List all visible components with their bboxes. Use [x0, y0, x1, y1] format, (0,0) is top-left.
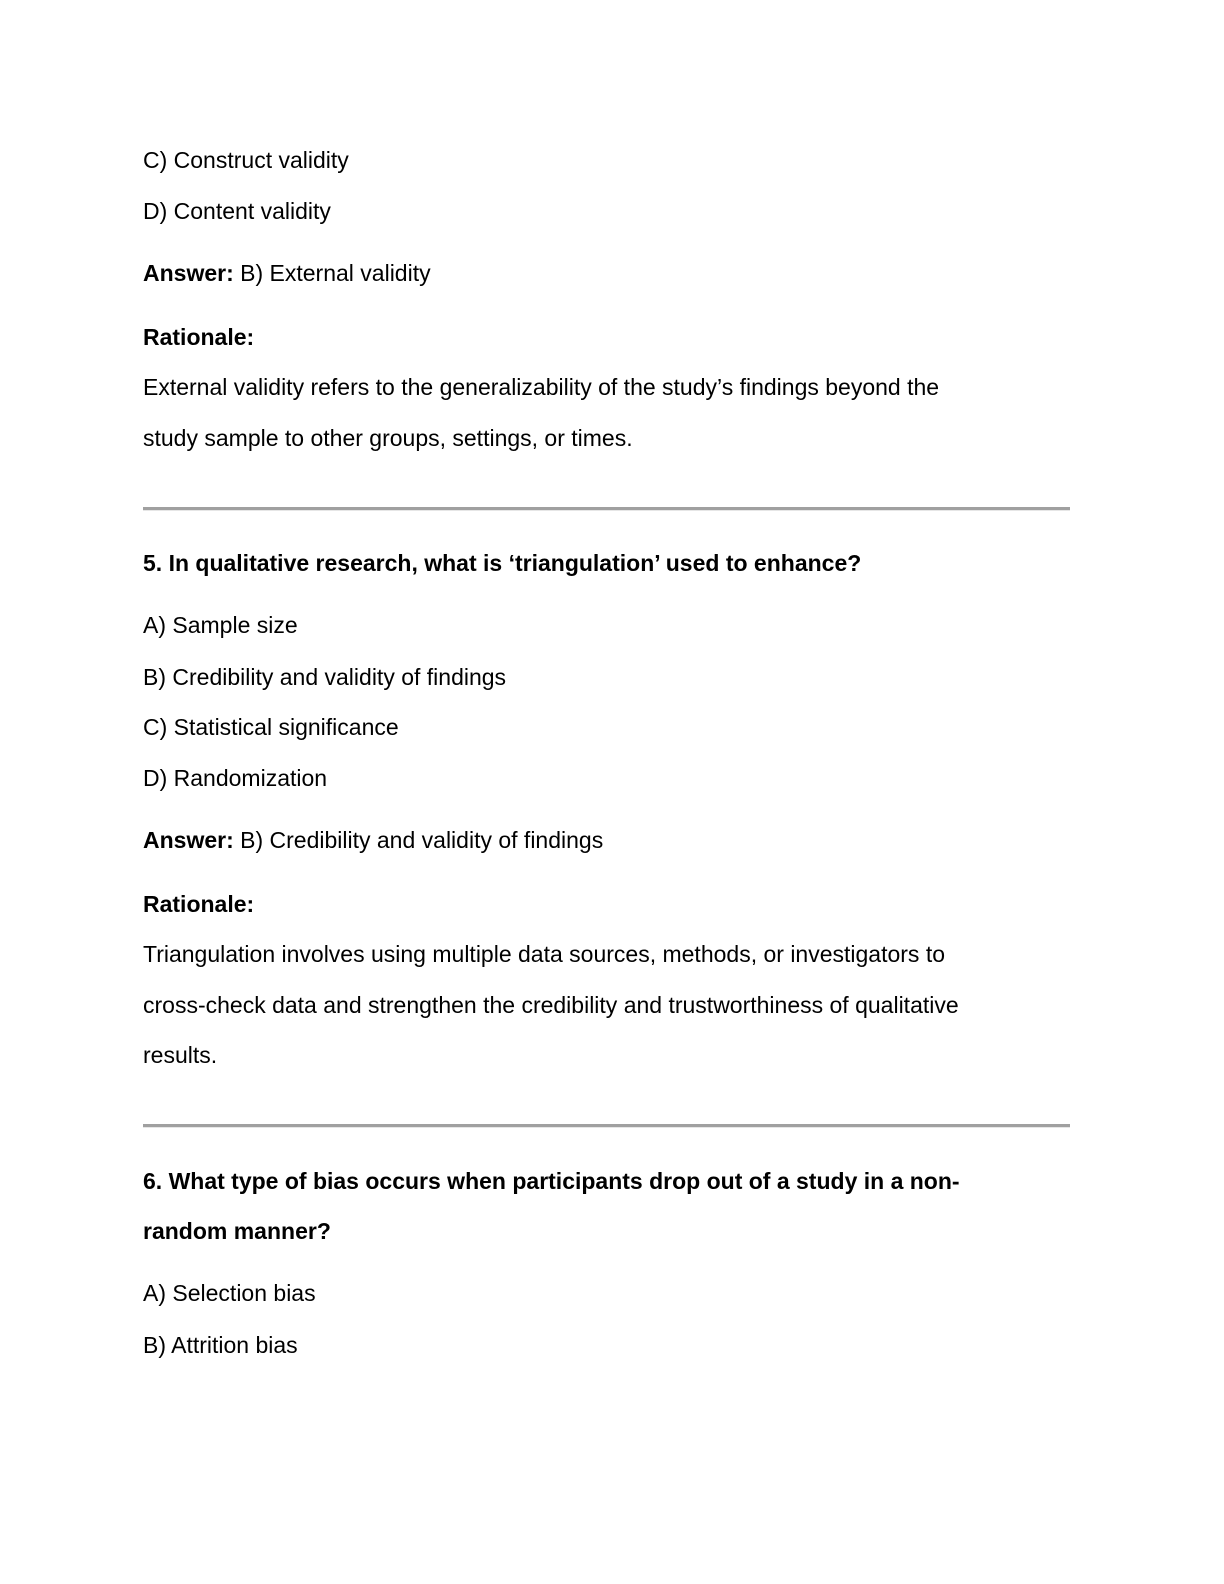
- q5-option-c: C) Statistical significance: [143, 714, 399, 740]
- q5-option-a: A) Sample size: [143, 612, 298, 638]
- q6-question-line-1: 6. What type of bias occurs when participants drop out of a study in a non-: [143, 1168, 960, 1194]
- q5-rationale-line-3: results.: [143, 1042, 218, 1068]
- q5-question: 5. In qualitative research, what is ‘triangulation’ used to enhance?: [143, 550, 862, 576]
- q5-option-b: B) Credibility and validity of findings: [143, 664, 507, 690]
- section-divider-2: [143, 1124, 1070, 1128]
- q4-answer: [143, 258, 431, 288]
- q6-option-b: B) Attrition bias: [143, 1332, 298, 1358]
- q4-rationale-line-2: study sample to other groups, settings, or times.: [143, 425, 633, 451]
- q5-rationale-line-2: cross-check data and strengthen the credibility and trustworthiness of qualitative: [143, 992, 959, 1018]
- q6-option-a: A) Selection bias: [143, 1280, 316, 1306]
- q5-option-d: D) Randomization: [143, 765, 328, 791]
- q4-answer-label: Answer:: [143, 260, 234, 286]
- q4-rationale-label: Rationale:: [143, 324, 255, 350]
- q5-rationale-label: Rationale:: [143, 891, 255, 917]
- q5-answer-text: B) Credibility and validity of findings: [233, 827, 604, 853]
- q4-rationale-line-1: External validity refers to the generalizability of the study’s findings beyond the: [143, 374, 940, 400]
- q6-question-line-2: random manner?: [143, 1218, 331, 1244]
- q4-answer-text: B) External validity: [233, 260, 431, 286]
- q5-answer: [143, 825, 603, 855]
- q4-option-d: D) Content validity: [143, 198, 331, 224]
- q5-answer-label: Answer:: [143, 827, 234, 853]
- q5-rationale-line-1: Triangulation involves using multiple data sources, methods, or investigators to: [143, 941, 946, 967]
- q4-option-c: C) Construct validity: [143, 147, 349, 173]
- section-divider-1: [143, 507, 1070, 511]
